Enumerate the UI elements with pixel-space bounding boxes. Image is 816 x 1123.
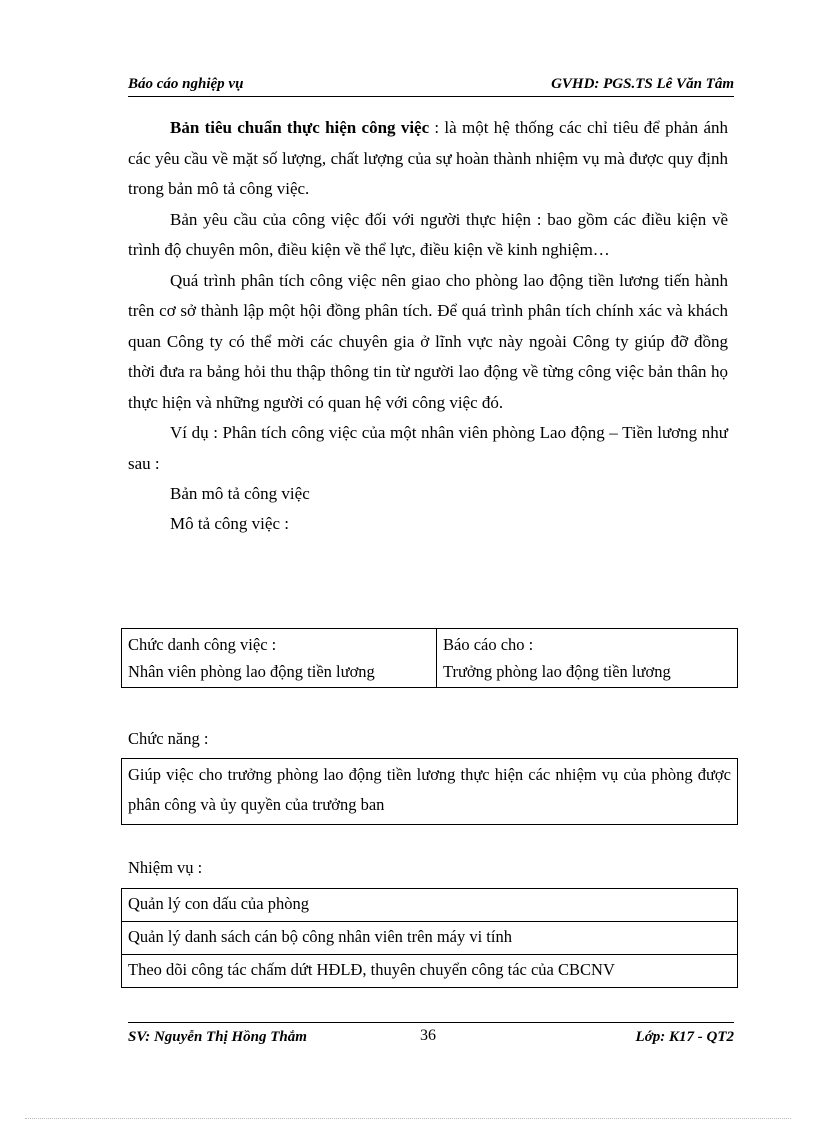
task-item: Quản lý danh sách cán bộ công nhân viên trên máy vi tính <box>122 922 738 955</box>
function-text: Giúp việc cho trưởng phòng lao động tiền lương thực hiện các nhiệm vụ của phòng được phân công và ủy quyền của trưởng ban <box>122 759 738 825</box>
job-title-value: Nhân viên phòng lao động tiền lương <box>128 662 375 681</box>
paragraph-standard-term: Bản tiêu chuẩn thực hiện công việc <box>170 118 430 137</box>
report-to-value: Trưởng phòng lao động tiền lương <box>443 662 671 681</box>
footer-class: Lớp: K17 - QT2 <box>635 1029 734 1045</box>
page-edge-divider <box>25 1118 791 1119</box>
paragraph-process: Quá trình phân tích công việc nên giao cho phòng lao động tiền lương tiến hành trên cơ sở thành lập một hội đồng phân tích. Để quá trình phân tích chính xác và khách quan Công ty có thể mời các chuyên gia ở lĩnh vực này ngoài Công ty giúp đỡ đồng thời đưa ra bảng hỏi thu thập thông tin từ người lao động về từng công việc bản thân họ thực hiện và những người có quan hệ với công việc đó. <box>128 270 728 412</box>
paragraph-example: Ví dụ : Phân tích công việc của một nhân viên phòng Lao động – Tiền lương như sau : <box>128 423 728 473</box>
header-right: GVHD: PGS.TS Lê Văn Tâm <box>551 76 734 92</box>
line-job-description: Bản mô tả công việc <box>170 484 310 503</box>
tasks-table <box>121 888 738 988</box>
tasks-label: Nhiệm vụ : <box>128 858 203 877</box>
task-item: Quản lý con dấu của phòng <box>122 889 738 922</box>
page-header <box>128 74 734 97</box>
job-title-label: Chức danh công việc : <box>128 635 277 654</box>
line-describe-job: Mô tả công việc : <box>170 514 289 533</box>
job-title-cell <box>122 629 437 688</box>
page-body <box>128 113 728 539</box>
report-to-label: Báo cáo cho : <box>443 635 534 654</box>
report-to-cell <box>437 629 738 688</box>
page-number: 36 <box>420 1027 436 1044</box>
job-title-table <box>121 628 738 688</box>
paragraph-standard-text: : là một hệ thống các chỉ tiêu để phản ánh các yêu cầu về mặt số lượng, chất lượng của sự hoàn thành nhiệm vụ mà được quy định trong bản mô tả công việc. <box>128 118 728 198</box>
function-label: Chức năng : <box>128 729 209 748</box>
footer-student: SV: Nguyễn Thị Hồng Thắm <box>128 1029 307 1045</box>
function-table <box>121 758 738 825</box>
header-left: Báo cáo nghiệp vụ <box>128 76 244 92</box>
paragraph-standard <box>128 113 728 205</box>
task-item: Theo dõi công tác chấm dứt HĐLĐ, thuyên chuyển công tác của CBCNV <box>122 955 738 988</box>
page-footer <box>128 1022 734 1053</box>
paragraph-requirements: Bản yêu cầu của công việc đối với người thực hiện : bao gồm các điều kiện về trình độ chuyên môn, điều kiện về thể lực, điều kiện về kinh nghiệm… <box>128 209 728 259</box>
